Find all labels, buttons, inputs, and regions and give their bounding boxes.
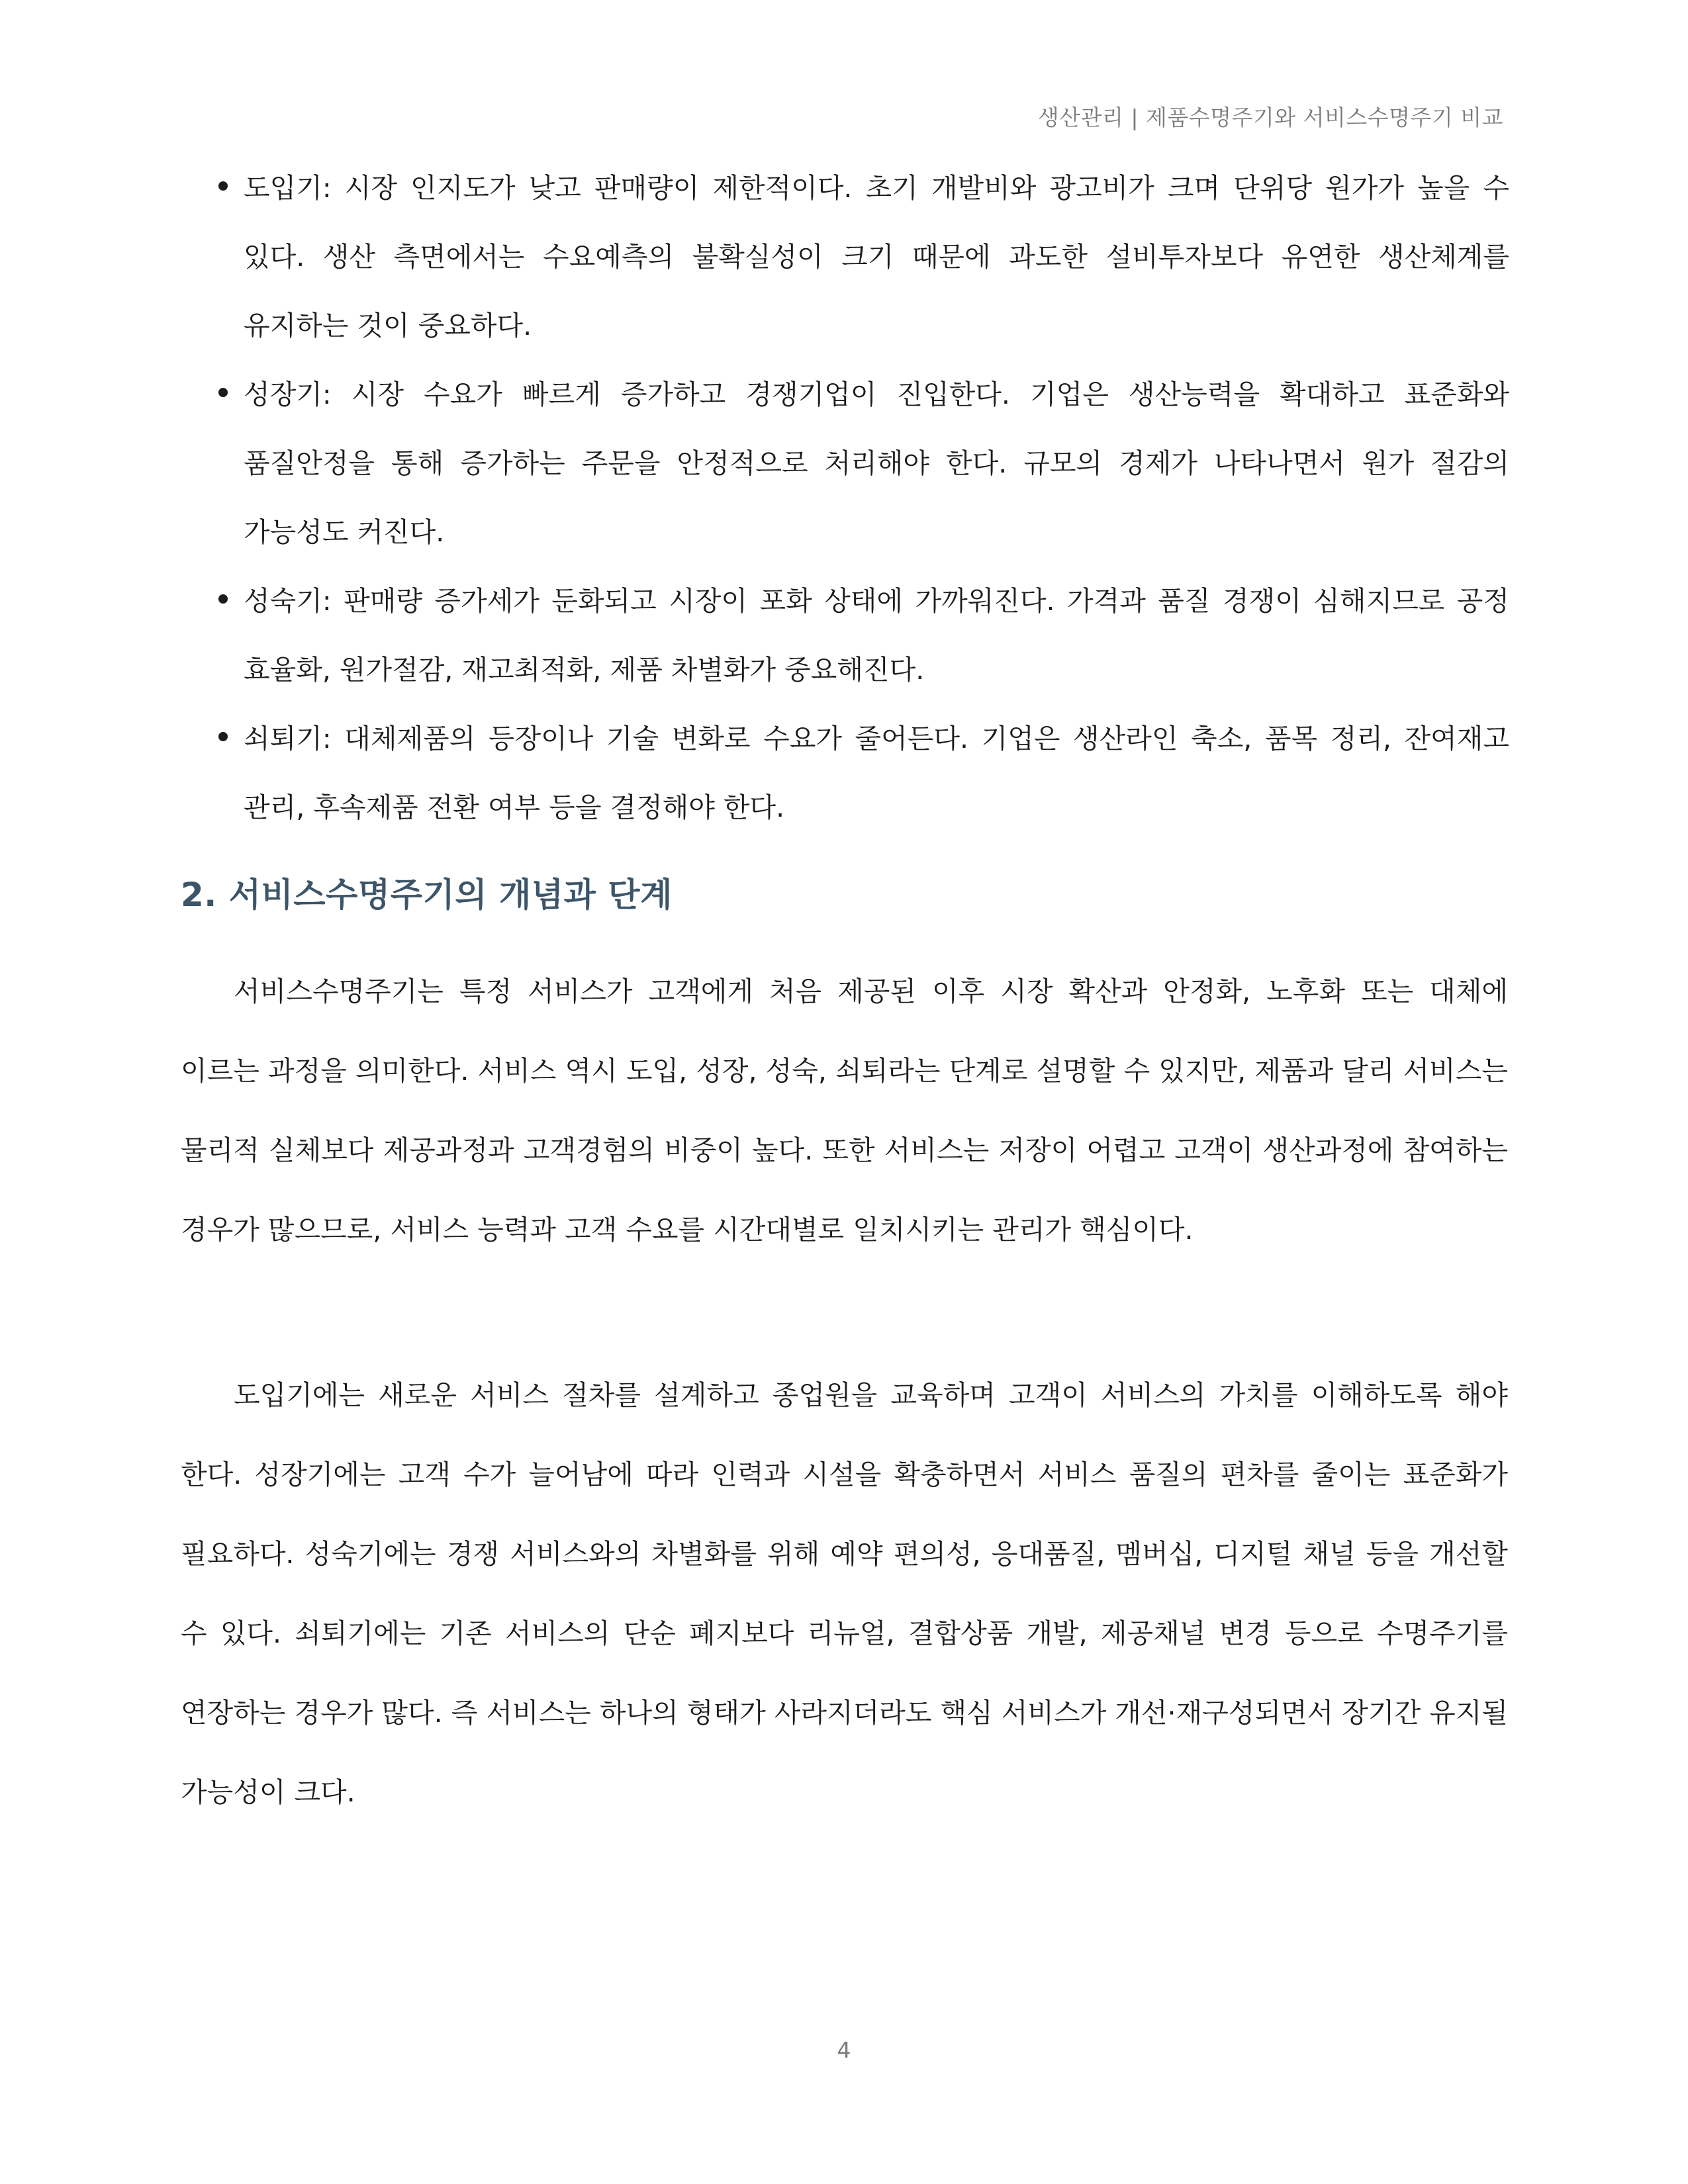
bullet-icon [218,732,228,741]
list-item-text: 성장기: 시장 수요가 빠르게 증가하고 경쟁기업이 진입한다. 기업은 생산능력을 확대하고 표준화와 품질안정을 통해 증가하는 주문을 안정적으로 처리해야 한다. 규모의 경제가 나타나면서 원가 절감의 가능성도 커진다. [244,379,1509,548]
list-item [244,567,1509,704]
bullet-icon [218,181,228,191]
body-paragraph: 도입기에는 새로운 서비스 절차를 설계하고 종업원을 교육하며 고객이 서비스의 가치를 이해하도록 해야 한다. 성장기에는 고객 수가 늘어남에 따라 인력과 시설을 확충하면서 서비스 품질의 편차를 줄이는 표준화가 필요하다. 성숙기에는 경쟁 서비스와의 차별화를 위해 예약 편의성, 응대품질, 멤버십, 디지털 채널 등을 개선할 수 있다. 쇠퇴기에는 기존 서비스의 단순 폐지보다 리뉴얼, 결합상품 개발, 제공채널 변경 등으로 수명주기를 연장하는 경우가 많다. 즉 서비스는 하나의 형태가 사라지더라도 핵심 서비스가 개선·재구성되면서 장기간 유지될 가능성이 크다. [181,1379,1508,1808]
bullet-icon [218,388,228,397]
list-item [244,154,1509,360]
list-item-text: 성숙기: 판매량 증가세가 둔화되고 시장이 포화 상태에 가까워진다. 가격과 품질 경쟁이 심해지므로 공정 효율화, 원가절감, 재고최적화, 제품 차별화가 중요해진다. [244,585,1509,686]
list-item [244,704,1509,842]
body-paragraph: 서비스수명주기는 특정 서비스가 고객에게 처음 제공된 이후 시장 확산과 안정화, 노후화 또는 대체에 이르는 과정을 의미한다. 서비스 역시 도입, 성장, 성숙, 쇠퇴라는 단계로 설명할 수 있지만, 제품과 달리 서비스는 물리적 실체보다 제공과정과 고객경험의 비중이 높다. 또한 서비스는 저장이 어렵고 고객이 생산과정에 참여하는 경우가 많으므로, 서비스 능력과 고객 수요를 시간대별로 일치시키는 관리가 핵심이다. [181,976,1508,1246]
list-item-text: 쇠퇴기: 대체제품의 등장이나 기술 변화로 수요가 줄어든다. 기업은 생산라인 축소, 품목 정리, 잔여재고 관리, 후속제품 전환 여부 등을 결정해야 한다. [244,723,1509,823]
running-header: 생산관리 | 제품수명주기와 서비스수명주기 비교 [1037,105,1503,130]
bullet-icon [218,594,228,604]
list-item-text: 도입기: 시장 인지도가 낮고 판매량이 제한적이다. 초기 개발비와 광고비가 크며 단위당 원가가 높을 수 있다. 생산 측면에서는 수요예측의 불확실성이 크기 때문에 과도한 설비투자보다 유연한 생산체계를 유지하는 것이 중요하다. [244,172,1509,341]
page-number: 4 [837,2037,851,2063]
list-item [244,360,1509,567]
lifecycle-stage-list [218,154,1509,842]
section-heading: 2. 서비스수명주기의 개념과 단계 [181,876,673,914]
